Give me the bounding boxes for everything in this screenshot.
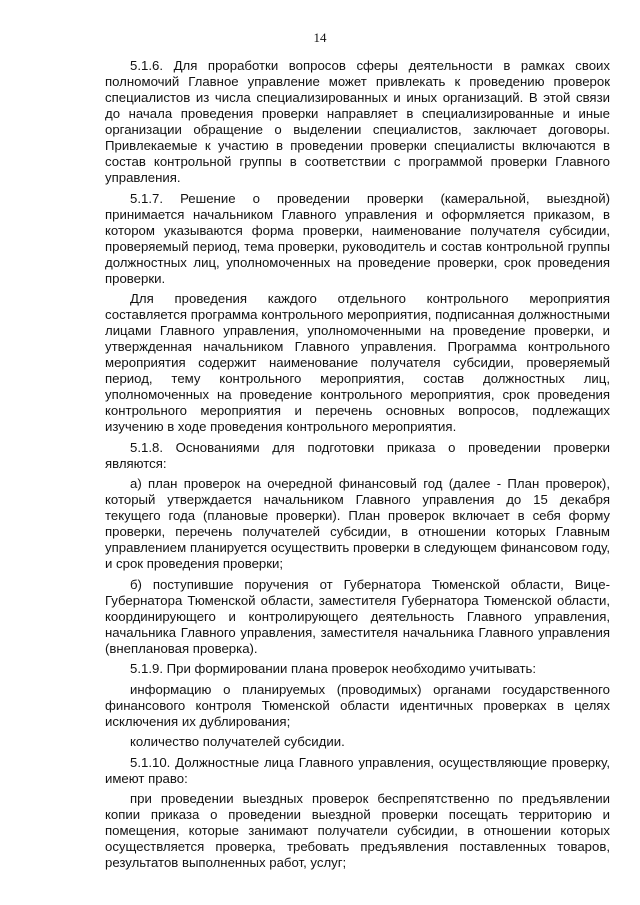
paragraph-5-1-8: 5.1.8. Основаниями для подготовки приказа о проведении проверки являются: — [105, 439, 610, 471]
paragraph-5-1-7: 5.1.7. Решение о проведении проверки (камеральной, выездной) принимается начальником Главного управления и оформляется приказом, в котором указываются форма проверки, наименование получателя субсидии, проверяемый период, тема проверки, руководитель и состав контрольной группы должностных лиц, уполномоченных на проведение проверки, срок проведения проверки. — [105, 190, 610, 286]
paragraph-count: количество получателей субсидии. — [130, 734, 345, 749]
document-body — [105, 58, 610, 871]
paragraph-5-1-10: 5.1.10. Должностные лица Главного управления, осуществляющие проверку, имеют право: — [105, 754, 610, 786]
page-number: 14 — [313, 30, 327, 45]
paragraph-5-1-9: 5.1.9. При формировании плана проверок необходимо учитывать: — [130, 661, 537, 676]
paragraph-program: Для проведения каждого отдельного контрольного мероприятия составляется программа контрольного мероприятия, подписанная должностными лицами Главного управления, уполномоченными на проведение проверки, и утвержденная начальником Главного управления. Программа контрольного мероприятия содержит наименование получателя субсидии, проверяемый период, тему контрольного мероприятия, состав должностных лиц, уполномоченных на проведение контрольного мероприятия, срок проведения контрольного мероприятия и перечень основных вопросов, подлежащих изучению в ходе проведения контрольного мероприятия. — [105, 291, 610, 434]
paragraph-onsite-rights: при проведении выездных проверок беспрепятственно по предъявлении копии приказа о проведении выездной проверки посещать территорию и помещения, которые занимают получатели субсидии, в отношении которых осуществляется проверка, требовать предъявления поставленных товаров, результатов выполненных работ, услуг; — [105, 791, 610, 870]
paragraph-item-b: б) поступившие поручения от Губернатора Тюменской области, Вице-Губернатора Тюменской области, заместителя Губернатора Тюменской области, координирующего и контролирующего деятельность Главного управления, начальника Главного управления, заместителя начальника Главного управления (внеплановая проверка). — [105, 576, 610, 656]
paragraph-item-a: а) план проверок на очередной финансовый год (далее - План проверок), который утверждается начальником Главного управления до 15 декабря текущего года (плановые проверки). План проверок включает в себя форму проверки, перечень получателей субсидии, в отношении которых Главным управлением планируется осуществить проверки в следующем финансовом году, и срок проведения проверки; — [105, 476, 610, 571]
paragraph-5-1-6: 5.1.6. Для проработки вопросов сферы деятельности в рамках своих полномочий Главное управление может привлекать к проведению проверок специалистов из числа специализированных и иных организаций. В этой связи до начала проведения проверки направляет в специализированные и иные организации обращение о выделении специалистов, заключает договоры. Привлекаемые к участию в проведении проверки специалисты включаются в состав контрольной группы в соответствии с программой проверки Главного управления. — [105, 58, 610, 185]
paragraph-info: информацию о планируемых (проводимых) органами государственного финансового контроля Тюменской области идентичных проверках в целях исключения их дублирования; — [105, 681, 610, 729]
